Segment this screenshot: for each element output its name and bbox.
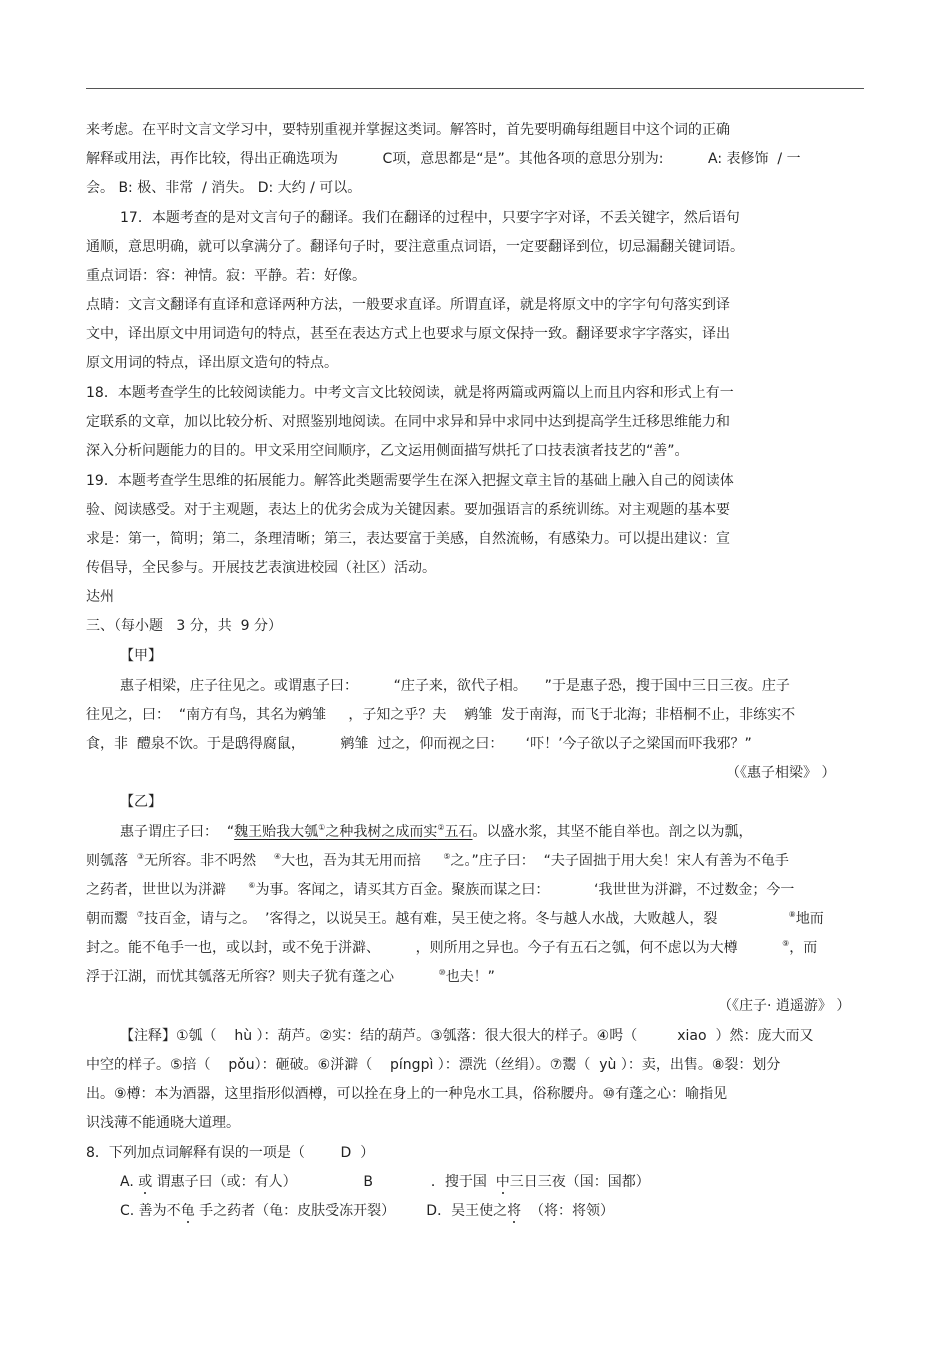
answer-17: 17．本题考查的是对文言句子的翻译。我们在翻译的过程中，只要字字对译，不丢关键字，然后语句 <box>120 210 740 226</box>
source-citation: （《庄子· 逍遥游》 ） <box>718 998 851 1014</box>
annotation-text: 中空的样子。⑤掊（ pǒu）：砸破。⑥洴澼（ píngpì ）：漂洗（丝绢）。⑦鬻（ yù ）：卖，出售。⑧裂：划分 <box>86 1057 781 1073</box>
passage-text: 则瓠落 ③无所容。非不呺然 ④大也，吾为其无用而掊 ⑤之。”庄子曰： “夫子固拙于用大矣！宋人有善为不龟手 <box>86 852 789 869</box>
text-line: 文中，译出原文中用词造句的特点，甚至在表达方式上也要求与原文保持一致。翻译要求字字落实，译出 <box>86 326 730 342</box>
answer-19: 19．本题考查学生思维的拓展能力。解答此类题需要学生在深入把握文章主旨的基础上融入自己的阅读体 <box>86 473 734 489</box>
answer-18: 18．本题考查学生的比较阅读能力。中考文言文比较阅读，就是将两篇或两篇以上而且内容和形式上有一 <box>86 385 734 401</box>
passage-text: 往见之，曰： “南方有鸟，其名为鹓雏 ，子知之乎？夫 鹓雏 发于南海，而飞于北海；非梧桐不止，非练实不 <box>86 707 796 723</box>
section-heading: 三、（每小题 3 分，共 9 分） <box>86 618 282 634</box>
passage-text: 朝而鬻 ⑦技百金，请与之。 ’客得之，以说吴王。越有难，吴王使之将。冬与越人水战，大败越人，裂 ⑧地而 <box>86 910 824 927</box>
question-options-cd: C. 善为不龟 手之药者（龟：皮肤受冻开裂） D．吴王使之将 （将：将领） <box>120 1203 614 1219</box>
text-line: 验、阅读感受。对于主观题，表达上的优劣会成为关键因素。要加强语言的系统训练。对主观题的基本要 <box>86 502 730 518</box>
text-line: 深入分析问题能力的目的。甲文采用空间顺序，乙文运用侧面描写烘托了口技表演者技艺的“善”。 <box>86 443 689 459</box>
text-line: 来考虑。在平时文言文学习中，要特别重视并掌握这类词。解答时，首先要明确每组题目中这个词的正确 <box>86 122 730 138</box>
annotation-text: 出。⑨樽：本为酒器，这里指形似酒樽，可以拴在身上的一种凫水工具，俗称腰舟。⑩有蓬之心：喻指见 <box>86 1086 728 1102</box>
header-rule <box>86 88 864 89</box>
question-options-ab: A. 或 谓惠子曰（或：有人） B ．搜于国 中三日三夜（国：国都） <box>120 1174 650 1190</box>
text-line: 解释或用法，再作比较，得出正确选项为 C项，意思都是“是”。其他各项的意思分别为: A: 表修饰 / 一 <box>86 151 801 167</box>
text-line: 定联系的文章，加以比较分析、对照鉴别地阅读。在同中求异和异中求同中达到提高学生迁移思维能力和 <box>86 414 730 430</box>
passage-jia-label: 【甲】 <box>120 648 162 664</box>
source-citation: （《惠子相梁》 ） <box>726 765 836 781</box>
text-line: 重点词语：容：神情。寂：平静。若：好像。 <box>86 268 366 284</box>
dotted-word: 或 <box>138 1174 153 1190</box>
text-line: 点睛：文言文翻译有直译和意译两种方法，一般要求直译。所谓直译，就是将原文中的字字句句落实到译 <box>86 297 730 313</box>
text-line: 求是：第一，简明；第二，条理清晰；第三，表达要富于美感，自然流畅，有感染力。可以提出建议：宣 <box>86 531 730 547</box>
passage-text: 封之。能不龟手一也，或以封，或不免于洴澼、 ，则所用之异也。今子有五石之瓠，何不虑以为大樽 ⑨，而 <box>86 939 818 956</box>
region-label: 达州 <box>86 589 114 605</box>
dotted-word: 中 <box>495 1174 510 1190</box>
passage-text: 浮于江湖，而忧其瓠落无所容？则夫子犹有蓬之心 ⑩也夫！” <box>86 968 495 985</box>
text-line: 会。 B: 极、非常 / 消失。 D: 大约 / 可以。 <box>86 180 362 196</box>
annotation-text: 【注释】①瓠（ hù ）：葫芦。②实：结的葫芦。③瓠落：很大很大的样子。④呺（ xiao ）然：庞大而又 <box>120 1028 814 1044</box>
annotation-text: 识浅薄不能通晓大道理。 <box>86 1115 240 1131</box>
passage-yi-label: 【乙】 <box>120 794 162 810</box>
passage-text: 惠子相梁，庄子往见之。或谓惠子曰： “庄子来，欲代子相。 ”于是惠子恐，搜于国中三日三夜。庄子 <box>120 678 790 694</box>
text-line: 通顺，意思明确，就可以拿满分了。翻译句子时，要注意重点词语，一定要翻译到位，切忌漏翻关键词语。 <box>86 239 744 255</box>
question-8: 8．下列加点词解释有误的一项是（ D ） <box>86 1145 375 1161</box>
passage-text: 食，非 醴泉不饮。于是鸱得腐鼠， 鹓雏 过之，仰而视之曰： ‘吓！’今子欲以子之梁国而吓我邪？” <box>86 736 752 752</box>
dotted-word: 龟 <box>180 1203 195 1219</box>
dotted-word: 将 <box>507 1203 522 1219</box>
passage-text: 之药者，世世以为洴澼 ⑥为事。客闻之，请买其方百金。聚族而谋之曰： ‘我世世为洴澼，不过数金；今一 <box>86 881 795 898</box>
text-line: 原文用词的特点，译出原文造句的特点。 <box>86 355 338 371</box>
text-line: 传倡导，全民参与。开展技艺表演进校园（社区）活动。 <box>86 560 436 576</box>
underlined-phrase: 魏王贻我大瓠①之种我树之成而实②五石 <box>234 823 473 840</box>
passage-text: 惠子谓庄子曰： “魏王贻我大瓠①之种我树之成而实②五石。以盛水浆，其坚不能自举也。剖之以为瓢， <box>120 823 753 840</box>
